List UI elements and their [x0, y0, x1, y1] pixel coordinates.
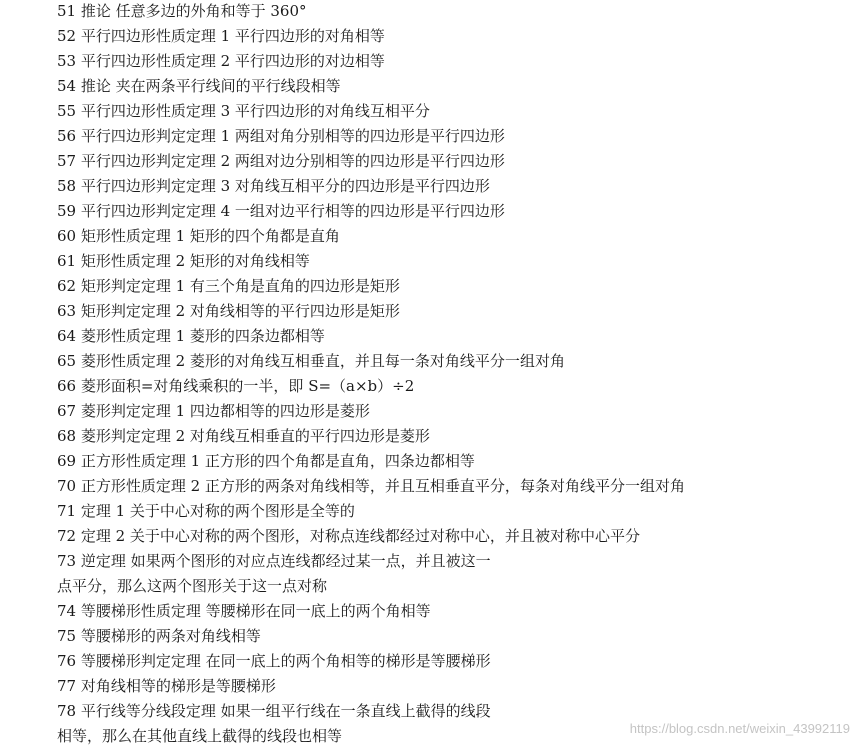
- document-body: [57, 0, 857, 750]
- theorem-line-59: 59 平行四边形判定定理 4 一组对边平行相等的四边形是平行四边形: [57, 202, 505, 220]
- theorem-line-53: 53 平行四边形性质定理 2 平行四边形的对边相等: [57, 52, 385, 70]
- theorem-line-61: 61 矩形性质定理 2 矩形的对角线相等: [57, 252, 310, 270]
- theorem-line-67: 67 菱形判定定理 1 四边都相等的四边形是菱形: [57, 402, 370, 420]
- theorem-line-56: 56 平行四边形判定定理 1 两组对角分别相等的四边形是平行四边形: [57, 127, 505, 145]
- theorem-line-69: 69 正方形性质定理 1 正方形的四个角都是直角，四条边都相等: [57, 452, 475, 470]
- theorem-line-68: 68 菱形判定定理 2 对角线互相垂直的平行四边形是菱形: [57, 427, 430, 445]
- theorem-line-65: 65 菱形性质定理 2 菱形的对角线互相垂直，并且每一条对角线平分一组对角: [57, 352, 565, 370]
- theorem-line-58: 58 平行四边形判定定理 3 对角线互相平分的四边形是平行四边形: [57, 177, 490, 195]
- theorem-line-77: 77 对角线相等的梯形是等腰梯形: [57, 677, 276, 695]
- theorem-line-66: 66 菱形面积=对角线乘积的一半，即 S=（a×b）÷2: [57, 377, 415, 395]
- theorem-line-78-continued: 相等，那么在其他直线上截得的线段也相等: [57, 727, 343, 745]
- theorem-line-64: 64 菱形性质定理 1 菱形的四条边都相等: [57, 327, 325, 345]
- theorem-line-74: 74 等腰梯形性质定理 等腰梯形在同一底上的两个角相等: [57, 602, 431, 620]
- theorem-line-55: 55 平行四边形性质定理 3 平行四边形的对角线互相平分: [57, 102, 430, 120]
- theorem-line-75: 75 等腰梯形的两条对角线相等: [57, 627, 261, 645]
- theorem-line-73: 73 逆定理 如果两个图形的对应点连线都经过某一点，并且被这一: [57, 552, 491, 570]
- theorem-line-70: 70 正方形性质定理 2 正方形的两条对角线相等，并且互相垂直平分，每条对角线平分一组对角: [57, 477, 685, 495]
- theorem-line-76: 76 等腰梯形判定定理 在同一底上的两个角相等的梯形是等腰梯形: [57, 652, 491, 670]
- theorem-line-63: 63 矩形判定定理 2 对角线相等的平行四边形是矩形: [57, 302, 400, 320]
- source-watermark: https://blog.csdn.net/weixin_43992119: [629, 721, 850, 736]
- theorem-line-51: 51 推论 任意多边的外角和等于 360°: [57, 2, 307, 20]
- theorem-line-52: 52 平行四边形性质定理 1 平行四边形的对角相等: [57, 27, 385, 45]
- theorem-line-78: 78 平行线等分线段定理 如果一组平行线在一条直线上截得的线段: [57, 702, 491, 720]
- theorem-line-62: 62 矩形判定定理 1 有三个角是直角的四边形是矩形: [57, 277, 400, 295]
- theorem-line-54: 54 推论 夹在两条平行线间的平行线段相等: [57, 77, 341, 95]
- theorem-line-60: 60 矩形性质定理 1 矩形的四个角都是直角: [57, 227, 340, 245]
- theorem-line-72: 72 定理 2 关于中心对称的两个图形，对称点连线都经过对称中心，并且被对称中心平分: [57, 527, 640, 545]
- theorem-line-73-continued: 点平分，那么这两个图形关于这一点对称: [57, 577, 328, 595]
- theorem-line-57: 57 平行四边形判定定理 2 两组对边分别相等的四边形是平行四边形: [57, 152, 505, 170]
- theorem-line-71: 71 定理 1 关于中心对称的两个图形是全等的: [57, 502, 355, 520]
